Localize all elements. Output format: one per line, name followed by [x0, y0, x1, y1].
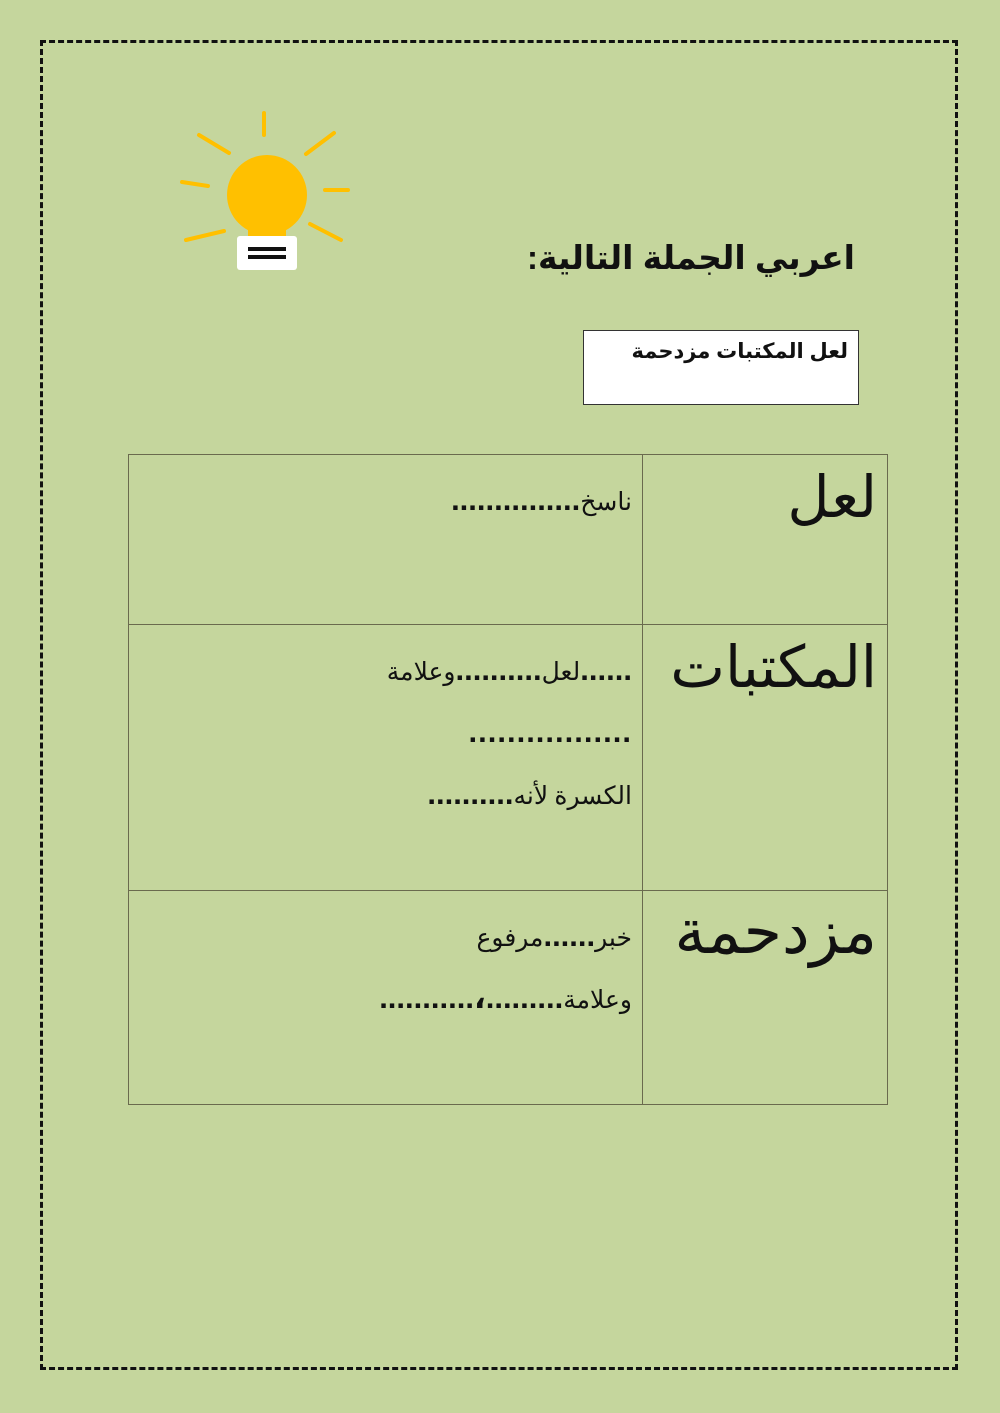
answer-line: [139, 967, 632, 1029]
answer-text: ناسخ: [580, 489, 632, 516]
answer-blank: ......: [580, 652, 632, 687]
answer-text: خبر: [595, 925, 632, 952]
sentence-box: [583, 330, 859, 405]
answer-blank: ...........: [379, 980, 474, 1015]
answer-text: مرفوع: [476, 925, 544, 952]
parsing-table: [128, 454, 888, 1105]
answer-text: وعلامة: [386, 659, 456, 686]
answer-blank: .................: [468, 714, 632, 749]
table-row: [129, 625, 888, 891]
word-cell: مزدحمة: [642, 891, 887, 1105]
answer-text: الكسرة لأنه: [513, 783, 632, 810]
table-row: [129, 891, 888, 1105]
answer-blank: ...............: [451, 482, 581, 517]
answer-line: [139, 763, 632, 825]
answer-blank: .........: [485, 980, 564, 1015]
answer-line: [139, 639, 632, 701]
word-cell: لعل: [642, 455, 887, 625]
answer-text: لعل: [541, 659, 581, 686]
word-cell: المكتبات: [642, 625, 887, 891]
answer-line: [139, 905, 632, 967]
instruction-heading: اعربي الجملة التالية:: [526, 239, 855, 276]
answer-line: [139, 701, 632, 763]
answer-blank: ......: [543, 918, 596, 953]
answer-cell: [129, 455, 643, 625]
answer-blank: ..........: [455, 652, 542, 687]
answer-line: [139, 469, 632, 531]
answer-comma: ،: [473, 980, 486, 1015]
sentence-text: لعل المكتبات مزدحمة: [631, 340, 848, 363]
answer-cell: [129, 891, 643, 1105]
answer-blank: ..........: [427, 776, 514, 811]
lightbulb-icon: [176, 108, 356, 278]
answer-text: وعلامة: [563, 987, 632, 1014]
table-row: [129, 455, 888, 625]
answer-cell: [129, 625, 643, 891]
